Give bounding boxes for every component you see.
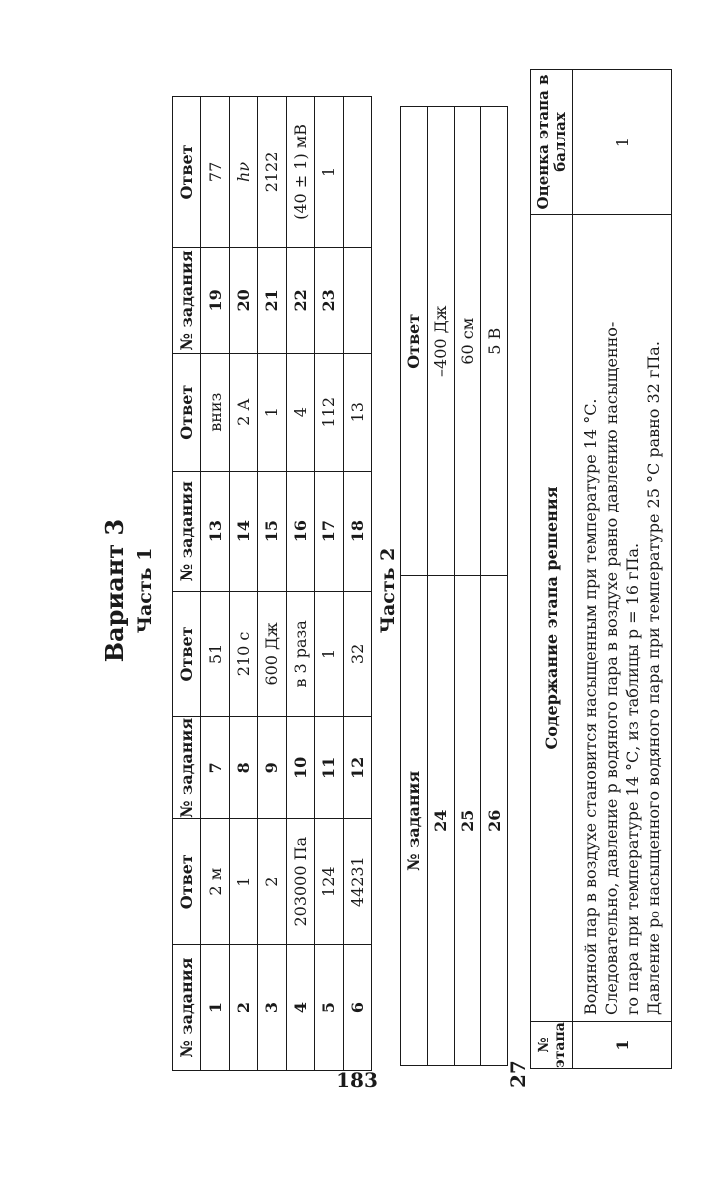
answer: hν [229, 97, 257, 248]
task-number: 3 [258, 945, 286, 1071]
task-number: 13 [201, 471, 229, 591]
task-number: 5 [315, 945, 343, 1071]
answer: 1 [315, 97, 343, 248]
task-number: 21 [258, 247, 286, 353]
col-header: № задания [173, 247, 201, 353]
variant-title: Вариант 3 [100, 518, 129, 663]
answer: 2 м [201, 819, 229, 945]
table-row [315, 97, 343, 1071]
solution-line: Водяной пар в воздухе становится насыщенным при температуре 14 °С. [581, 398, 600, 1016]
answer: 1 [229, 819, 257, 945]
part2-header-row [401, 107, 428, 1066]
col-header: Ответ [173, 353, 201, 471]
col-header: № задания [173, 717, 201, 819]
task-number: 9 [258, 717, 286, 819]
task-number [343, 247, 371, 353]
answer: 2 [258, 819, 286, 945]
answer: 2122 [258, 97, 286, 248]
answer: 112 [315, 353, 343, 471]
task-27-number: 27 [506, 1060, 530, 1088]
answer: 203000 Па [286, 819, 314, 945]
task-number: 24 [427, 576, 454, 1066]
solution-line: Следовательно, давление p водяного пара в воздухе равно давлению насыщенно- [602, 321, 621, 1016]
table-row [201, 97, 229, 1071]
stage-content [573, 214, 672, 1021]
answer: 51 [201, 591, 229, 717]
task-number: 25 [454, 576, 481, 1066]
solution-table [530, 69, 672, 1069]
col-header: № задания [173, 471, 201, 591]
task-number: 14 [229, 471, 257, 591]
task-number: 26 [481, 576, 508, 1066]
task-number: 10 [286, 717, 314, 819]
task-number: 23 [315, 247, 343, 353]
task-number: 6 [343, 945, 371, 1071]
col-header: № задания [173, 945, 201, 1071]
task-number: 22 [286, 247, 314, 353]
col-header: Содержание этапа решения [531, 214, 573, 1021]
answer: 13 [343, 353, 371, 471]
answer: –400 Дж [427, 107, 454, 577]
answer: 32 [343, 591, 371, 717]
part2-title: Часть 2 [377, 547, 399, 634]
task-number: 15 [258, 471, 286, 591]
table-row [481, 107, 508, 1066]
answer: в 3 раза [286, 591, 314, 717]
part1-header-row [173, 97, 201, 1071]
answer: 44231 [343, 819, 371, 945]
table-row [343, 97, 371, 1071]
table-row [286, 97, 314, 1071]
task-number: 11 [315, 717, 343, 819]
answer: 600 Дж [258, 591, 286, 717]
task-number: 4 [286, 945, 314, 1071]
stage-number: 1 [573, 1022, 672, 1069]
table-row [258, 97, 286, 1071]
task-number: 17 [315, 471, 343, 591]
col-header: Ответ [401, 107, 428, 577]
answer: 1 [315, 591, 343, 717]
answer: 5 В [481, 107, 508, 577]
col-header: Оценка этапа в баллах [531, 70, 573, 215]
answer: 77 [201, 97, 229, 248]
task-number: 20 [229, 247, 257, 353]
table-row [454, 107, 481, 1066]
table-row [427, 107, 454, 1066]
task-number: 18 [343, 471, 371, 591]
col-header: № задания [401, 576, 428, 1066]
col-header: Ответ [173, 97, 201, 248]
answer: вниз [201, 353, 229, 471]
table-row [573, 70, 672, 1069]
solution-line: Давление p₀ насыщенного водяного пара при температуре 25 °С равно 32 гПа. [644, 341, 663, 1016]
answer: 124 [315, 819, 343, 945]
part2-table [400, 106, 508, 1066]
answer [343, 97, 371, 248]
task-number: 8 [229, 717, 257, 819]
task-number: 7 [201, 717, 229, 819]
task-number: 1 [201, 945, 229, 1071]
col-header: Ответ [173, 591, 201, 717]
stage-score: 1 [573, 70, 672, 215]
task-number: 16 [286, 471, 314, 591]
solution-header-row [531, 70, 573, 1069]
task-number: 2 [229, 945, 257, 1071]
answer: 2 А [229, 353, 257, 471]
answer: 210 с [229, 591, 257, 717]
table-row [229, 97, 257, 1071]
answer: 4 [286, 353, 314, 471]
answer: 60 см [454, 107, 481, 577]
solution-line: го пара при температуре 14 °С, из таблицы p = 16 гПа. [623, 542, 642, 1016]
col-header: Ответ [173, 819, 201, 945]
task-number: 12 [343, 717, 371, 819]
task-number: 19 [201, 247, 229, 353]
answer: 1 [258, 353, 286, 471]
part1-table [172, 96, 372, 1071]
part1-title: Часть 1 [134, 547, 156, 634]
col-header: № этапа [531, 1022, 573, 1069]
page-number: 183 [336, 1068, 378, 1092]
answer: (40 ± 1) мВ [286, 97, 314, 248]
